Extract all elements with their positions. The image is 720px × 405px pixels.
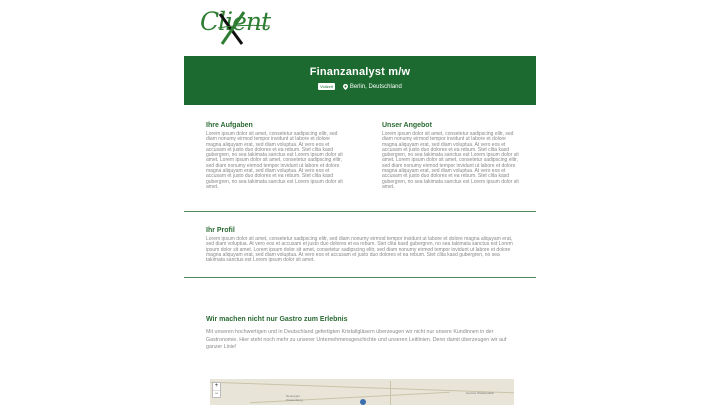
about-section xyxy=(206,316,514,352)
location-map[interactable] xyxy=(210,379,514,405)
job-header-banner xyxy=(184,56,536,105)
company-logo[interactable] xyxy=(200,4,274,46)
zoom-in-button[interactable]: + xyxy=(214,383,219,389)
map-road xyxy=(250,392,450,403)
map-label: Gorzów Wielkopolski xyxy=(466,391,494,395)
profile-text: Lorem ipsum dolor sit amet, consetetur sadipscing elitr, sed diam nonumy eirmod tempor invidunt ut labore et dolore magna aliquyam erat, sed diam voluptua. At vero eos et accusam et justo duo dolores et ea rebum. Stet clita kasd gubergren, no sea takimata sanctus est Lorem ipsum dolor sit amet. Lorem ipsum dolor sit amet, consetetur sadipscing elitr, sed diam nonumy eirmod tempor invidunt ut labore et dolore magna aliquyam erat, sed diam voluptua. At vero eos et accusam et justo duo dolores et ea rebum. Stet clita kasd gubergren, no sea takimata sanctus est Lorem ipsum dolor sit amet. xyxy=(206,236,513,264)
location xyxy=(343,84,402,90)
divider xyxy=(184,277,536,278)
location-text: Berlin, Deutschland xyxy=(349,83,402,90)
tasks-section xyxy=(206,122,346,190)
map-pin-icon xyxy=(343,84,348,90)
about-heading: Wir machen nicht nur Gastro zum Erlebnis xyxy=(206,316,348,323)
job-title: Finanzanalyst m/w xyxy=(309,66,411,78)
map-marker xyxy=(360,399,366,405)
map-zoom-control xyxy=(212,382,221,398)
profile-section xyxy=(206,227,514,263)
tasks-text: Lorem ipsum dolor sit amet, consetetur sadipscing elitr, sed diam nonumy eirmod tempor invidunt ut labore et dolore magna aliquyam erat, sed diam voluptua. At vero eos et accusam et justo duo dolores et ea rebum. Stet clita kasd gubergren, no sea takimata sanctus est Lorem ipsum dolor sit amet. Lorem ipsum dolor sit amet, consetetur sadipscing elitr, sed diam nonumy eirmod tempor invidunt ut labore et dolore magna aliquyam erat, sed diam voluptua. At vero eos et accusam et justo duo dolores et ea rebum. Stet clita kasd gubergren, no sea takimata sanctus est Lorem ipsum dolor sit amet. xyxy=(206,131,343,190)
map-label: Neuruppin xyxy=(286,394,300,398)
map-road xyxy=(390,381,391,405)
zoom-out-button[interactable]: − xyxy=(214,391,219,397)
offer-heading: Unser Angebot xyxy=(382,122,432,129)
about-text: Mit unseren hochwertigen und in Deutschland gefertigten Kristallgläsern überzeugen wir nicht nur unsere Kundinnen in der Gastronomie. Hier steht noch mehr zu unserer Unternehmensgeschichte und unseren Leitlinien. Denn damit überzeugen wir auf ganzer Linie! xyxy=(206,329,507,350)
job-meta xyxy=(184,83,536,90)
employment-type-badge: Vollzeit xyxy=(320,84,333,89)
crossed-x-logo-icon xyxy=(200,4,274,46)
offer-section xyxy=(382,122,522,190)
profile-heading: Ihr Profil xyxy=(206,227,235,234)
offer-text: Lorem ipsum dolor sit amet, consetetur sadipscing elitr, sed diam nonumy eirmod tempor invidunt ut labore et dolore magna aliquyam erat, sed diam voluptua. At vero eos et accusam et justo duo dolores et ea rebum. Stet clita kasd gubergren, no sea takimata sanctus est Lorem ipsum dolor sit amet. Lorem ipsum dolor sit amet, consetetur sadipscing elitr, sed diam nonumy eirmod tempor invidunt ut labore et dolore magna aliquyam erat, sed diam voluptua. At vero eos et accusam et justo duo dolores et ea rebum. Stet clita kasd gubergren, no sea takimata sanctus est Lorem ipsum dolor sit amet. xyxy=(382,131,519,190)
map-label: Oranienburg xyxy=(286,398,303,402)
logo-text: Client xyxy=(200,7,271,36)
tasks-heading: Ihre Aufgaben xyxy=(206,122,253,129)
divider xyxy=(184,211,536,212)
